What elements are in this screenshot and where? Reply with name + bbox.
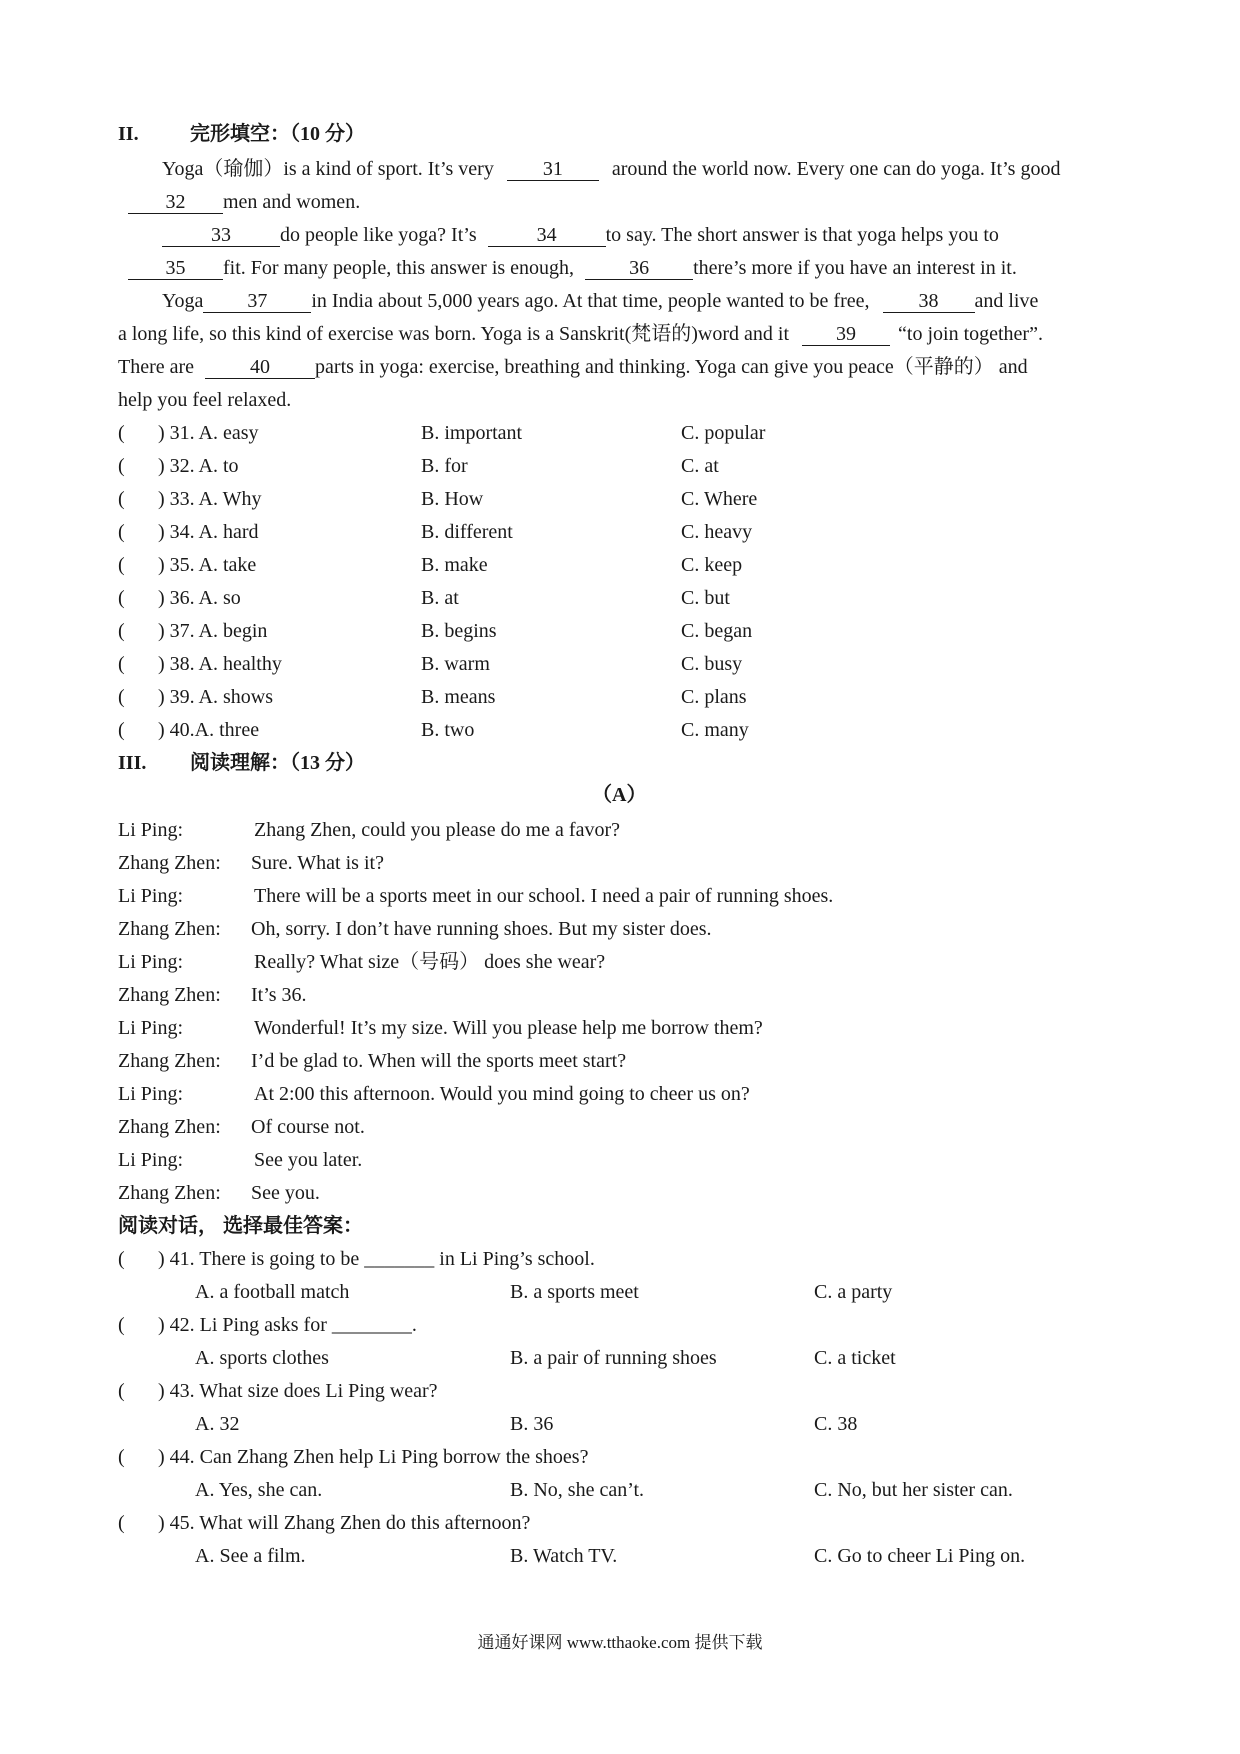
question-stem: ) 32. A. to bbox=[158, 455, 239, 477]
passage-text: men and women. bbox=[223, 191, 361, 213]
answer-bracket[interactable]: ( bbox=[118, 455, 125, 477]
answer-bracket[interactable]: ( bbox=[118, 422, 125, 444]
question-stem: ) 36. A. so bbox=[158, 587, 241, 609]
section-number: II. bbox=[118, 123, 139, 145]
option-a: A. See a film. bbox=[195, 1545, 306, 1567]
answer-bracket[interactable]: ( bbox=[118, 620, 125, 642]
option-c: C. a ticket bbox=[814, 1347, 896, 1369]
speaker-name: Li Ping: bbox=[118, 819, 184, 841]
speaker-name: Li Ping: bbox=[118, 951, 184, 973]
passage-text: in India about 5,000 years ago. At that time, people wanted to be free, bbox=[311, 290, 870, 312]
question-stem: ) 34. A. hard bbox=[158, 521, 259, 543]
passage-line bbox=[118, 388, 291, 412]
blank-39: 39 bbox=[802, 323, 890, 346]
dialogue-line: Of course not. bbox=[251, 1116, 365, 1138]
question-stem: ) 35. A. take bbox=[158, 554, 257, 576]
section-title: 完形填空：（10 分） bbox=[190, 123, 365, 145]
speaker-name: Zhang Zhen: bbox=[118, 1050, 221, 1072]
answer-bracket[interactable]: ( bbox=[118, 521, 125, 543]
passage-line bbox=[118, 322, 1043, 346]
section-title: 阅读理解：（13 分） bbox=[190, 752, 365, 774]
passage-line bbox=[162, 289, 1038, 313]
passage-text: do people like yoga? It’s bbox=[280, 224, 477, 246]
speaker-name: Zhang Zhen: bbox=[118, 852, 221, 874]
passage-text: there’s more if you have an interest in it. bbox=[693, 257, 1017, 279]
passage-line bbox=[118, 256, 1017, 280]
dialogue-line: I’d be glad to. When will the sports meet start? bbox=[251, 1050, 627, 1072]
option-c: C. plans bbox=[681, 686, 747, 708]
question-stem: ) 39. A. shows bbox=[158, 686, 274, 708]
question-stem: ) 44. Can Zhang Zhen help Li Ping borrow the shoes? bbox=[158, 1446, 589, 1468]
answer-bracket[interactable]: ( bbox=[118, 1512, 125, 1534]
option-c: C. at bbox=[681, 455, 719, 477]
blank-38: 38 bbox=[883, 290, 975, 313]
blank-36: 36 bbox=[585, 257, 693, 280]
option-b: B. two bbox=[421, 719, 475, 741]
question-stem: ) 37. A. begin bbox=[158, 620, 268, 642]
question-stem: ) 45. What will Zhang Zhen do this afternoon? bbox=[158, 1512, 531, 1534]
answer-bracket[interactable]: ( bbox=[118, 488, 125, 510]
blank-34: 34 bbox=[488, 224, 606, 247]
option-b: B. for bbox=[421, 455, 468, 477]
speaker-name: Zhang Zhen: bbox=[118, 1182, 221, 1204]
option-c: C. keep bbox=[681, 554, 743, 576]
answer-bracket[interactable]: ( bbox=[118, 1446, 125, 1468]
speaker-name: Li Ping: bbox=[118, 885, 184, 907]
answer-bracket[interactable]: ( bbox=[118, 1380, 125, 1402]
dialogue-line: Oh, sorry. I don’t have running shoes. But my sister does. bbox=[251, 918, 712, 940]
option-b: B. begins bbox=[421, 620, 497, 642]
question-stem: ) 42. Li Ping asks for ________. bbox=[158, 1314, 417, 1336]
passage-text: a long life, so this kind of exercise was born. Yoga is a Sanskrit(梵语的)word and it bbox=[118, 323, 790, 345]
passage-line bbox=[162, 157, 1060, 181]
blank-33: 33 bbox=[162, 224, 280, 247]
answer-bracket[interactable]: ( bbox=[118, 719, 125, 741]
speaker-name: Li Ping: bbox=[118, 1149, 184, 1171]
blank-31: 31 bbox=[507, 158, 599, 181]
passage-text: There are bbox=[118, 356, 195, 378]
section-iii-header bbox=[118, 751, 365, 775]
passage-text: and live bbox=[974, 290, 1039, 312]
answer-bracket[interactable]: ( bbox=[118, 587, 125, 609]
option-b: B. Watch TV. bbox=[510, 1545, 618, 1567]
dialogue-line: It’s 36. bbox=[251, 984, 307, 1006]
option-c: C. No, but her sister can. bbox=[814, 1479, 1013, 1501]
option-b: B. make bbox=[421, 554, 488, 576]
speaker-name: Li Ping: bbox=[118, 1083, 184, 1105]
reading-instruction: 阅读对话， 选择最佳答案： bbox=[118, 1215, 363, 1237]
question-stem: ) 40.A. three bbox=[158, 719, 260, 741]
option-c: C. many bbox=[681, 719, 749, 741]
dialogue-line: See you later. bbox=[254, 1149, 363, 1171]
passage-text: parts in yoga: exercise, breathing and thinking. Yoga can give you peace（平静的） and bbox=[315, 356, 1028, 378]
option-b: B. means bbox=[421, 686, 496, 708]
blank-40: 40 bbox=[205, 356, 315, 379]
dialogue-line: Sure. What is it? bbox=[251, 852, 384, 874]
option-a: A. Yes, she can. bbox=[195, 1479, 323, 1501]
passage-text: help you feel relaxed. bbox=[118, 389, 292, 411]
answer-bracket[interactable]: ( bbox=[118, 653, 125, 675]
option-b: B. at bbox=[421, 587, 459, 609]
question-stem: ) 43. What size does Li Ping wear? bbox=[158, 1380, 438, 1402]
option-c: C. Where bbox=[681, 488, 758, 510]
answer-bracket[interactable]: ( bbox=[118, 1248, 125, 1270]
option-c: C. popular bbox=[681, 422, 766, 444]
option-b: B. a pair of running shoes bbox=[510, 1347, 717, 1369]
option-b: B. How bbox=[421, 488, 484, 510]
dialogue-line: Wonderful! It’s my size. Will you please help me borrow them? bbox=[254, 1017, 763, 1039]
page-footer: 通通好课网 www.tthaoke.com 提供下载 bbox=[477, 1633, 763, 1652]
dialogue-line: Really? What size（号码） does she wear? bbox=[254, 951, 606, 973]
passage-text: Yoga（瑜伽）is a kind of sport. It’s very bbox=[162, 158, 494, 180]
option-c: C. Go to cheer Li Ping on. bbox=[814, 1545, 1026, 1567]
speaker-name: Li Ping: bbox=[118, 1017, 184, 1039]
question-stem: ) 33. A. Why bbox=[158, 488, 262, 510]
passage-text: fit. For many people, this answer is enough, bbox=[223, 257, 575, 279]
section-ii-header bbox=[118, 122, 365, 146]
option-b: B. 36 bbox=[510, 1413, 554, 1435]
option-b: B. important bbox=[421, 422, 523, 444]
question-stem: ) 38. A. healthy bbox=[158, 653, 282, 675]
passage-line bbox=[118, 190, 360, 214]
blank-35: 35 bbox=[128, 257, 223, 280]
dialogue-line: There will be a sports meet in our school. I need a pair of running shoes. bbox=[254, 885, 834, 907]
passage-text: “to join together”. bbox=[898, 323, 1043, 345]
passage-text: Yoga bbox=[162, 290, 204, 312]
answer-bracket[interactable]: ( bbox=[118, 554, 125, 576]
option-a: A. sports clothes bbox=[195, 1347, 329, 1369]
passage-text: around the world now. Every one can do yoga. It’s good bbox=[611, 158, 1061, 180]
answer-bracket[interactable]: ( bbox=[118, 1314, 125, 1336]
blank-37: 37 bbox=[203, 290, 311, 313]
option-b: B. No, she can’t. bbox=[510, 1479, 645, 1501]
option-c: C. 38 bbox=[814, 1413, 858, 1435]
speaker-name: Zhang Zhen: bbox=[118, 984, 221, 1006]
option-c: C. a party bbox=[814, 1281, 893, 1303]
answer-bracket[interactable]: ( bbox=[118, 686, 125, 708]
option-a: A. a football match bbox=[195, 1281, 350, 1303]
dialogue-line: See you. bbox=[251, 1182, 320, 1204]
option-c: C. busy bbox=[681, 653, 743, 675]
dialogue-line: At 2:00 this afternoon. Would you mind going to cheer us on? bbox=[254, 1083, 750, 1105]
option-c: C. but bbox=[681, 587, 730, 609]
question-stem: ) 31. A. easy bbox=[158, 422, 259, 444]
option-c: C. heavy bbox=[681, 521, 753, 543]
part-label: （A） bbox=[592, 784, 647, 806]
blank-32: 32 bbox=[128, 191, 223, 214]
option-b: B. a sports meet bbox=[510, 1281, 639, 1303]
dialogue-line: Zhang Zhen, could you please do me a favor? bbox=[254, 819, 620, 841]
option-a: A. 32 bbox=[195, 1413, 240, 1435]
passage-line bbox=[118, 355, 1028, 379]
speaker-name: Zhang Zhen: bbox=[118, 918, 221, 940]
option-c: C. began bbox=[681, 620, 753, 642]
option-b: B. different bbox=[421, 521, 513, 543]
speaker-name: Zhang Zhen: bbox=[118, 1116, 221, 1138]
question-stem: ) 41. There is going to be _______ in Li Ping’s school. bbox=[158, 1248, 595, 1270]
passage-line bbox=[162, 223, 999, 247]
section-number: III. bbox=[118, 752, 147, 774]
option-b: B. warm bbox=[421, 653, 490, 675]
passage-text: to say. The short answer is that yoga helps you to bbox=[605, 224, 999, 246]
